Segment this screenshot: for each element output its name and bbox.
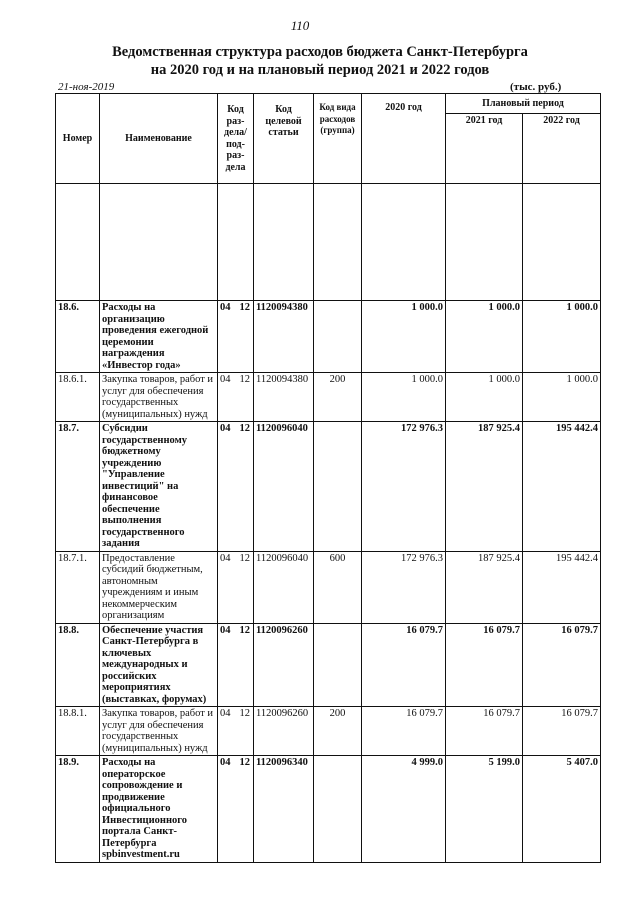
- table-row: [56, 707, 601, 756]
- row-name: Закупка товаров, работ и услуг для обеспечения государственных (муниципальных) нужд: [100, 707, 218, 756]
- row-expense-type: 200: [314, 373, 362, 422]
- section-code: 04: [220, 374, 231, 385]
- row-section-code: [218, 301, 254, 373]
- row-value-2021: 16 079.7: [446, 707, 523, 756]
- row-value-2022: 5 407.0: [523, 756, 601, 863]
- row-value-2022: 16 079.7: [523, 707, 601, 756]
- row-number: 18.6.: [56, 301, 100, 373]
- row-target-code: 1120096340: [254, 756, 314, 863]
- title-line-1: Ведомственная структура расходов бюджета Санкт-Петербурга: [112, 44, 528, 60]
- row-section-code: [218, 623, 254, 707]
- header-name: Наименование: [100, 94, 218, 184]
- table-row: [56, 422, 601, 552]
- subsection-code: 12: [239, 374, 250, 385]
- spacer-row: [56, 184, 601, 301]
- section-code: 04: [220, 302, 231, 313]
- row-value-2022: 16 079.7: [523, 623, 601, 707]
- row-name: Расходы на операторское сопровождение и продвижение официального Инвестиционного портала Санкт-Петербурга spbinvestment.ru: [100, 756, 218, 863]
- units-label: (тыс. руб.): [510, 81, 562, 93]
- row-value-2021: 187 925.4: [446, 422, 523, 552]
- header-planned-period: Плановый период: [446, 94, 601, 114]
- header-2020: 2020 год: [362, 94, 446, 184]
- row-number: 18.8.1.: [56, 707, 100, 756]
- row-value-2021: 187 925.4: [446, 551, 523, 623]
- row-expense-type: [314, 301, 362, 373]
- row-expense-type: 600: [314, 551, 362, 623]
- row-target-code: 1120096260: [254, 707, 314, 756]
- section-code: 04: [220, 624, 231, 636]
- row-name: Предоставление субсидий бюджетным, автономным учреждениям и иным некоммерческим организациям: [100, 551, 218, 623]
- row-value-2021: 5 199.0: [446, 756, 523, 863]
- subsection-code: 12: [239, 423, 250, 434]
- header-number: Номер: [56, 94, 100, 184]
- row-name: Обеспечение участия Санкт-Петербурга в ключевых международных и российских мероприятиях (выставках, форумах): [100, 623, 218, 707]
- title-line-2: на 2020 год и на плановый период 2021 и 2022 годов: [150, 62, 490, 78]
- header-2021: 2021 год: [446, 114, 523, 184]
- row-value-2020: 1 000.0: [362, 373, 446, 422]
- header-section: Код раз-дела/ под-раз-дела: [218, 94, 254, 184]
- row-section-code: [218, 373, 254, 422]
- budget-table: [55, 93, 601, 863]
- row-name: Закупка товаров, работ и услуг для обеспечения государственных (муниципальных) нужд: [100, 373, 218, 422]
- row-number: 18.8.: [56, 623, 100, 707]
- section-code: 04: [220, 423, 231, 434]
- row-name: Субсидии государственному бюджетному учреждению "Управление инвестиций" на финансовое обеспечение выполнения государственного задания: [100, 422, 218, 552]
- row-value-2021: 16 079.7: [446, 623, 523, 707]
- row-section-code: [218, 551, 254, 623]
- row-number: 18.7.1.: [56, 551, 100, 623]
- row-value-2022: 1 000.0: [523, 301, 601, 373]
- row-section-code: [218, 756, 254, 863]
- row-expense-type: [314, 422, 362, 552]
- row-value-2020: 172 976.3: [362, 551, 446, 623]
- row-number: 18.9.: [56, 756, 100, 863]
- row-value-2020: 1 000.0: [362, 301, 446, 373]
- subsection-code: 12: [239, 624, 250, 636]
- row-value-2022: 1 000.0: [523, 373, 601, 422]
- row-value-2022: 195 442.4: [523, 422, 601, 552]
- row-target-code: 1120096260: [254, 623, 314, 707]
- row-value-2020: 4 999.0: [362, 756, 446, 863]
- row-value-2021: 1 000.0: [446, 373, 523, 422]
- page-number: 110: [290, 18, 310, 33]
- table-row: [56, 301, 601, 373]
- table-row: [56, 373, 601, 422]
- header-target: Код целевой статьи: [254, 94, 314, 184]
- row-value-2020: 172 976.3: [362, 422, 446, 552]
- document-title: [20, 43, 620, 79]
- subsection-code: 12: [239, 552, 250, 564]
- row-target-code: 1120094380: [254, 373, 314, 422]
- subsection-code: 12: [239, 302, 250, 313]
- row-target-code: 1120094380: [254, 301, 314, 373]
- header-expense-type: Код вида расходов (группа): [314, 94, 362, 184]
- table-row: [56, 551, 601, 623]
- row-section-code: [218, 707, 254, 756]
- row-value-2021: 1 000.0: [446, 301, 523, 373]
- row-value-2022: 195 442.4: [523, 551, 601, 623]
- row-name: Расходы на организацию проведения ежегодной церемонии награждения «Инвестор года»: [100, 301, 218, 373]
- row-target-code: 1120096040: [254, 551, 314, 623]
- row-target-code: 1120096040: [254, 422, 314, 552]
- section-code: 04: [220, 757, 231, 768]
- row-expense-type: 200: [314, 707, 362, 756]
- subsection-code: 12: [239, 708, 250, 719]
- table-row: [56, 756, 601, 863]
- section-code: 04: [220, 552, 231, 564]
- header-2022: 2022 год: [523, 114, 601, 184]
- table-row: [56, 623, 601, 707]
- row-expense-type: [314, 623, 362, 707]
- row-value-2020: 16 079.7: [362, 707, 446, 756]
- row-section-code: [218, 422, 254, 552]
- row-number: 18.6.1.: [56, 373, 100, 422]
- row-value-2020: 16 079.7: [362, 623, 446, 707]
- subsection-code: 12: [239, 757, 250, 768]
- section-code: 04: [220, 708, 231, 719]
- document-date: 21-ноя-2019: [58, 81, 115, 93]
- row-number: 18.7.: [56, 422, 100, 552]
- row-expense-type: [314, 756, 362, 863]
